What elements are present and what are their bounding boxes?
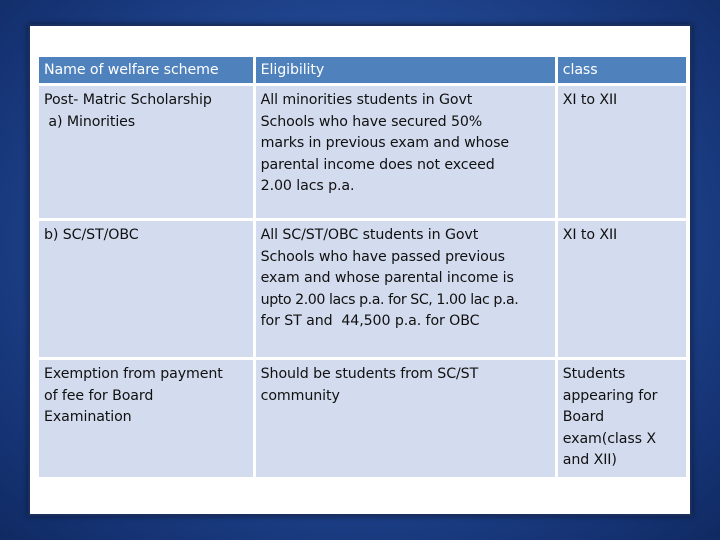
cell-text-line: exam(class X [562,430,656,447]
cell-text-line: XI to XII [562,227,618,243]
cell-text-line: All minorities students in Govt [260,92,473,108]
welfare-scheme-table [36,54,689,480]
cell-text-line: appearing for [562,387,658,404]
scheme-cell [39,86,253,218]
class-cell [558,86,686,218]
cell-text-line: 2.00 lacs p.a. [260,178,355,194]
slide-frame [28,24,692,516]
cell-text-line: Schools who have secured 50% [260,113,483,130]
header-class: class [558,57,686,83]
cell-text-line: upto 2.00 lacs p.a. for SC, 1.00 lac p.a. [260,291,519,308]
table-row [39,221,686,357]
cell-text-line: Post- Matric Scholarship [44,92,212,108]
class-cell [558,221,686,357]
eligibility-cell [256,360,555,477]
cell-text-line: a) Minorities [44,113,136,130]
cell-text-line: Students [562,366,626,382]
class-cell [558,360,686,477]
cell-text-line: Schools who have passed previous [260,248,505,265]
table-row [39,86,686,218]
cell-text-line: for ST and 44,500 p.a. for OBC [260,313,480,329]
scheme-cell [39,360,253,477]
cell-text-line: b) SC/ST/OBC [44,227,139,243]
cell-text-line: of fee for Board [44,387,154,404]
eligibility-cell [256,221,555,357]
cell-text-line: Examination [44,409,132,425]
cell-text-line: exam and whose parental income is [260,270,514,286]
cell-text-line: marks in previous exam and whose [260,135,510,151]
cell-text-line: Board [562,409,604,425]
eligibility-cell [256,86,555,218]
cell-text-line: community [260,387,340,404]
table-header-row [39,57,686,83]
cell-text-line: and XII) [562,452,617,468]
header-eligibility: Eligibility [256,57,555,83]
cell-text-line: Exemption from payment [44,366,223,382]
scheme-cell [39,221,253,357]
header-scheme-name: Name of welfare scheme [39,57,253,83]
cell-text-line: XI to XII [562,92,618,108]
cell-text-line: parental income does not exceed [260,156,495,173]
cell-text-line: All SC/ST/OBC students in Govt [260,227,479,243]
cell-text-line: Should be students from SC/ST [260,366,479,382]
table-row [39,360,686,477]
